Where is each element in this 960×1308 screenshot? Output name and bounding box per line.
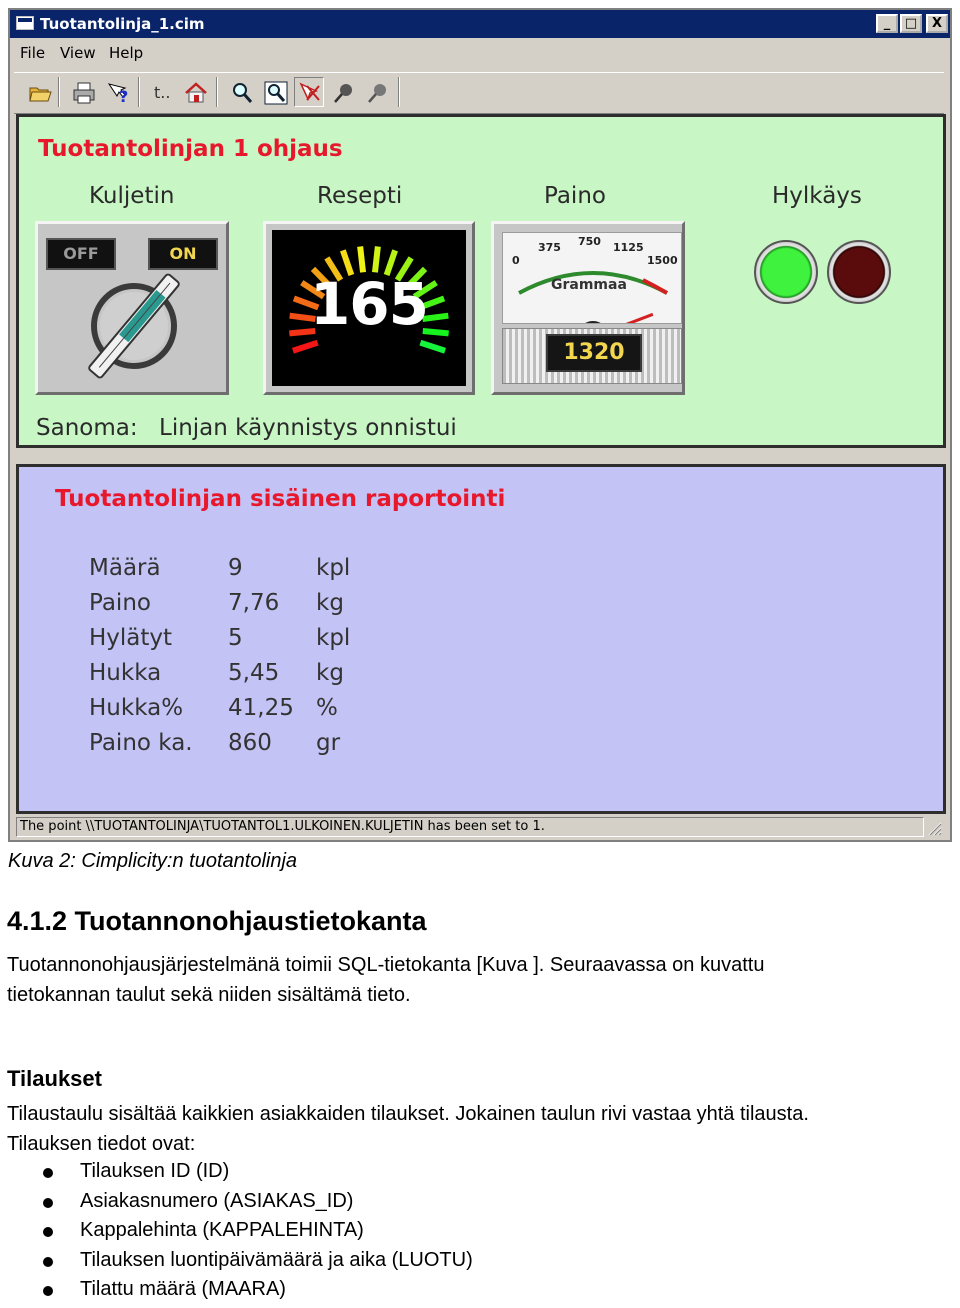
application-window bbox=[8, 8, 952, 842]
toolbar-separator bbox=[216, 77, 218, 107]
message-text: Linjan käynnistys onnistui bbox=[159, 415, 457, 441]
section-paragraph-line: Tilauksen tiedot ovat: bbox=[7, 1133, 196, 1155]
menu-help[interactable]: Help bbox=[109, 44, 144, 62]
report-panel bbox=[16, 464, 946, 814]
switch-off-label[interactable]: OFF bbox=[46, 238, 116, 270]
bullet-icon bbox=[43, 1168, 53, 1178]
menu-bar bbox=[10, 38, 950, 66]
gauge-display: 1320 bbox=[546, 334, 642, 372]
help-icon[interactable] bbox=[102, 77, 132, 107]
bullet-icon bbox=[43, 1198, 53, 1208]
text-tool-icon[interactable] bbox=[148, 77, 178, 107]
recipe-value: 165 bbox=[309, 270, 429, 338]
toolbar-separator bbox=[138, 77, 140, 107]
report-value: 9 bbox=[228, 555, 243, 581]
zoom-icon[interactable] bbox=[226, 77, 256, 107]
intro-paragraph-line: tietokannan taulut sekä niiden sisältämä tieto. bbox=[7, 984, 411, 1006]
header-reject: Hylkäys bbox=[772, 183, 862, 209]
header-recipe: Resepti bbox=[317, 183, 403, 209]
bullet-icon bbox=[43, 1257, 53, 1267]
maximize-button[interactable]: □ bbox=[900, 14, 922, 33]
section-heading: 4.1.2 Tuotannonohjaustietokanta bbox=[7, 906, 427, 936]
open-folder-icon[interactable] bbox=[24, 77, 54, 107]
figure-caption: Kuva 2: Cimplicity:n tuotantolinja bbox=[8, 850, 298, 872]
report-unit: gr bbox=[316, 730, 341, 756]
report-unit: kpl bbox=[316, 555, 351, 581]
report-label: Hukka% bbox=[89, 695, 184, 721]
recipe-display bbox=[263, 221, 475, 395]
toolbar bbox=[14, 72, 944, 114]
report-unit: kg bbox=[316, 660, 344, 686]
recipe-arc-segment bbox=[293, 343, 318, 351]
control-panel-title: Tuotantolinjan 1 ohjaus bbox=[38, 136, 343, 162]
list-item-text: Tilattu määrä (MAARA) bbox=[80, 1278, 286, 1300]
report-value: 860 bbox=[228, 730, 272, 756]
report-value: 5,45 bbox=[228, 660, 280, 686]
switch-knob[interactable] bbox=[58, 270, 208, 390]
report-label: Määrä bbox=[89, 555, 161, 581]
switch-on-label[interactable]: ON bbox=[148, 238, 218, 270]
intro-paragraph-line: Tuotannonohjausjärjestelmänä toimii SQL-tietokanta [Kuva ]. Seuraavassa on kuvattu bbox=[7, 954, 765, 976]
app-icon bbox=[16, 16, 34, 30]
report-label: Hukka bbox=[89, 660, 162, 686]
list-item-text: Asiakasnumero (ASIAKAS_ID) bbox=[80, 1189, 354, 1212]
section-paragraph-line: Tilaustaulu sisältää kaikkien asiakkaiden tilaukset. Jokainen taulun rivi vastaa yhtä tilausta. bbox=[7, 1103, 809, 1125]
svg-text:?: ? bbox=[119, 87, 129, 106]
recipe-arc-segment bbox=[420, 343, 445, 351]
report-panel-title: Tuotantolinjan sisäinen raportointi bbox=[55, 486, 506, 512]
gauge-tick-750: 750 bbox=[578, 235, 601, 248]
window-title: Tuotantolinja_1.cim bbox=[40, 15, 205, 33]
gauge-tick-375: 375 bbox=[538, 241, 561, 254]
report-label: Paino ka. bbox=[89, 730, 193, 756]
home-icon[interactable] bbox=[180, 77, 210, 107]
svg-text:t..: t.. bbox=[154, 83, 171, 102]
gauge-face bbox=[502, 232, 682, 324]
toolbar-separator bbox=[58, 77, 60, 107]
reject-lamp-red bbox=[827, 240, 891, 304]
menu-file[interactable]: File bbox=[20, 44, 46, 62]
close-button[interactable]: X bbox=[926, 14, 948, 33]
list-item-text: Tilauksen ID (ID) bbox=[80, 1160, 230, 1182]
recipe-arc-segment bbox=[375, 246, 378, 272]
report-value: 7,76 bbox=[228, 590, 280, 616]
header-weight: Paino bbox=[544, 183, 606, 209]
menu-view[interactable]: View bbox=[60, 44, 96, 62]
report-label: Hylätyt bbox=[89, 625, 173, 651]
report-unit: kpl bbox=[316, 625, 351, 651]
report-value: 5 bbox=[228, 625, 243, 651]
report-value: 41,25 bbox=[228, 695, 294, 721]
recipe-arc-segment bbox=[360, 246, 363, 272]
gauge-unit: Grammaa bbox=[551, 277, 627, 293]
pin-alt-icon[interactable] bbox=[362, 77, 392, 107]
status-text: The point \\TUOTANTOLINJA\TUOTANTOL1.ULKOINEN.KULJETIN has been set to 1. bbox=[16, 817, 924, 837]
list-item-text: Kappalehinta (KAPPALEHINTA) bbox=[80, 1219, 364, 1241]
report-unit: % bbox=[316, 695, 338, 721]
toolbar-separator bbox=[398, 77, 400, 107]
resize-grip-icon[interactable] bbox=[926, 820, 942, 836]
gauge-tick-0: 0 bbox=[512, 254, 520, 267]
weight-gauge bbox=[491, 221, 685, 395]
print-icon[interactable] bbox=[68, 77, 98, 107]
gauge-tick-1125: 1125 bbox=[613, 241, 644, 254]
list-item-text: Tilauksen luontipäivämäärä ja aika (LUOTU) bbox=[80, 1248, 473, 1271]
recipe-screen bbox=[272, 230, 466, 386]
message-label: Sanoma: bbox=[36, 415, 138, 441]
gauge-tick-1500: 1500 bbox=[647, 254, 678, 267]
bullet-icon bbox=[43, 1227, 53, 1237]
select-icon[interactable] bbox=[294, 77, 324, 107]
status-bar bbox=[14, 816, 944, 838]
pin-icon[interactable] bbox=[328, 77, 358, 107]
bullet-icon bbox=[43, 1286, 53, 1296]
report-unit: kg bbox=[316, 590, 344, 616]
minimize-button[interactable]: _ bbox=[876, 14, 898, 33]
title-bar[interactable] bbox=[10, 10, 950, 38]
zoom-area-icon[interactable] bbox=[260, 77, 290, 107]
control-panel bbox=[16, 114, 946, 448]
conveyor-switch[interactable] bbox=[35, 221, 229, 395]
report-label: Paino bbox=[89, 590, 151, 616]
gauge-needle bbox=[593, 314, 653, 324]
header-conveyor: Kuljetin bbox=[89, 183, 175, 209]
subsection-heading: Tilaukset bbox=[7, 1066, 102, 1091]
reject-lamp-green bbox=[754, 240, 818, 304]
